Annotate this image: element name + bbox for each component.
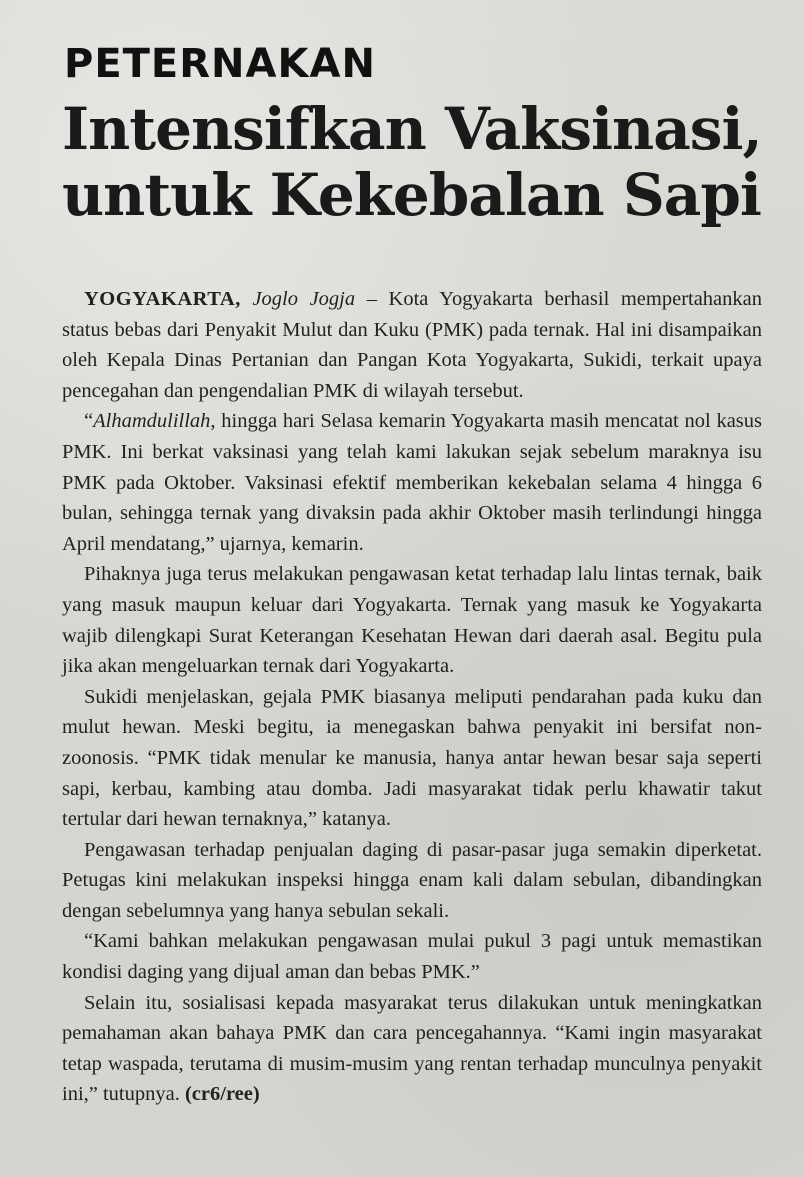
headline-line-2: untuk Kekebalan Sapi (62, 161, 761, 229)
article-paragraph-7 (62, 988, 762, 1110)
paragraph-7-text: Selain itu, sosialisasi kepada masyarakat terus dilakukan untuk meningkatkan pemahaman akan bahaya PMK dan cara pencegahannya. “Kami ingin masyarakat tetap waspada, terutama di musim-musim yang rentan terhadap munculnya penyakit ini,” tutupnya. (62, 991, 762, 1106)
article-paragraph-6: “Kami bahkan melakukan pengawasan mulai pukul 3 pagi untuk memastikan kondisi daging yang dijual aman dan bebas PMK.” (62, 930, 762, 984)
headline (62, 96, 762, 228)
quote-open: “ (84, 410, 94, 433)
article-paragraph-3: Pihaknya juga terus melakukan pengawasan ketat terhadap lalu lintas ternak, baik yang masuk maupun keluar dari Yogyakarta. Ternak yang masuk ke Yogyakarta wajib dilengkapi Surat Keterangan Kesehatan Hewan dari daerah asal. Begitu pula jika akan mengeluarkan ternak dari Yogyakarta. (62, 563, 762, 678)
article-paragraph-2 (62, 406, 762, 559)
paragraph-1-text: – Kota Yogyakarta berhasil mempertahankan status bebas dari Penyakit Mulut dan Kuku (PMK) pada ternak. Hal ini disampaikan oleh Kepala Dinas Pertanian dan Pangan Kota Yogyakarta, Sukidi, terkait upaya pencegahan dan pengendalian PMK di wilayah tersebut. (62, 288, 763, 402)
section-kicker: PETERNAKAN (64, 41, 376, 87)
emphasis-alhamdulillah: Alhamdulillah (93, 410, 211, 433)
paragraph-2-text: , hingga hari Selasa kemarin Yogyakarta masih mencatat nol kasus PMK. Ini berkat vaksinasi yang telah kami lakukan sejak sebelum maraknya isu PMK pada Oktober. Vaksinasi efektif memberikan kekebalan selama 4 hingga 6 bulan, sehingga ternak yang divaksin pada akhir Oktober masih terlindungi hingga April mendatang,” ujarnya, kemarin. (62, 410, 762, 555)
article-paragraph-1 (62, 284, 762, 406)
dateline: YOGYAKARTA, (84, 288, 241, 310)
headline-line-1: Intensifkan Vaksinasi, (62, 95, 762, 163)
source-credit: Joglo Jogja (252, 288, 356, 310)
article-body (62, 284, 762, 1110)
author-signature: (cr6/ree) (184, 1083, 260, 1106)
article-paragraph-5: Pengawasan terhadap penjualan daging di pasar-pasar juga semakin diperketat. Petugas kini melakukan inspeksi hingga enam kali dalam sebulan, dibandingkan dengan sebelumnya yang hanya sebulan sekali. (62, 838, 762, 922)
article-paragraph-4: Sukidi menjelaskan, gejala PMK biasanya meliputi pendarahan pada kuku dan mulut hewan. Meski begitu, ia menegaskan bahwa penyakit ini bersifat non-zoonosis. “PMK tidak menular ke manusia, hanya antar hewan besar saja seperti sapi, kerbau, kambing atau domba. Jadi masyarakat tidak perlu khawatir takut tertular dari hewan ternaknya,” katanya. (62, 685, 762, 831)
